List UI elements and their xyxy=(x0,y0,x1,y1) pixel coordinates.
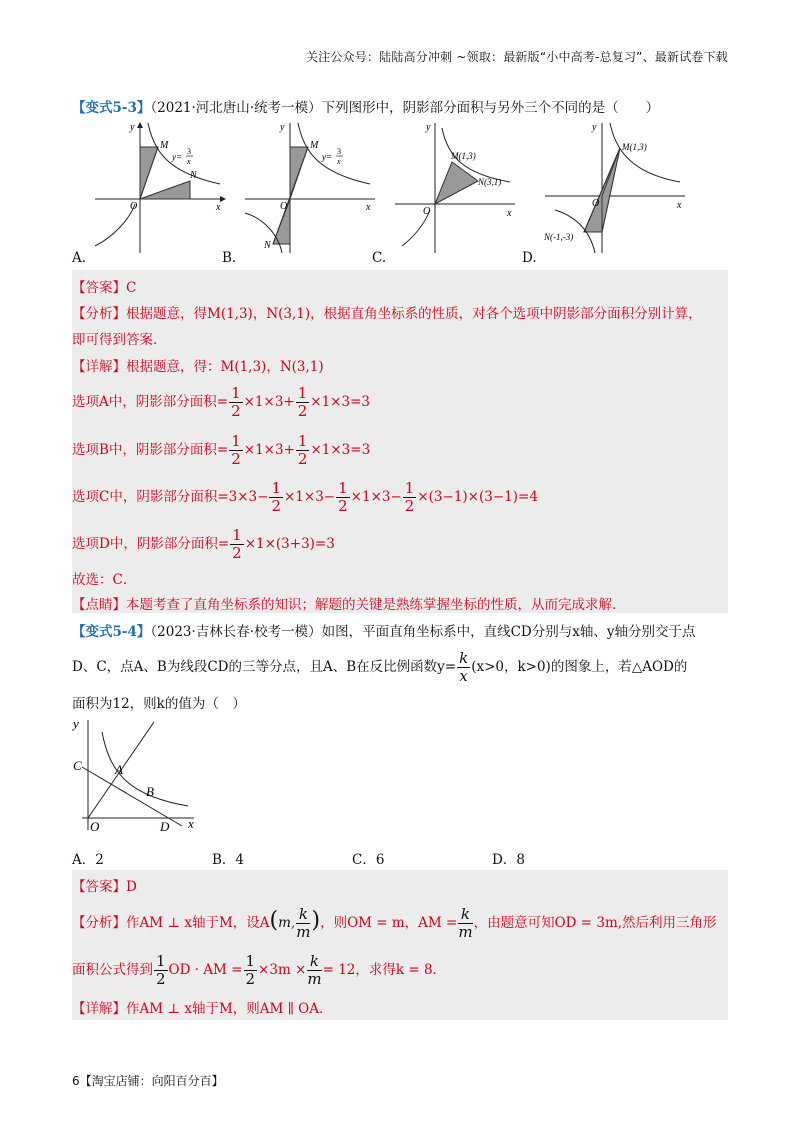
question-5-4-stem-3: 面积为12，则k的值为（ ） xyxy=(72,696,246,712)
svg-text:x: x xyxy=(366,202,371,213)
svg-text:x: x xyxy=(216,202,221,213)
svg-text:M: M xyxy=(160,140,169,151)
svg-text:y: y xyxy=(130,122,135,133)
svg-text:x: x xyxy=(507,208,512,219)
svg-text:O: O xyxy=(90,819,100,834)
analysis-5-3-line1 xyxy=(72,302,702,322)
figure-a xyxy=(90,118,230,258)
svg-text:O: O xyxy=(130,201,138,212)
svg-text:N: N xyxy=(264,240,271,251)
page-footer: 6【淘宝店铺：向阳百分百】 xyxy=(72,1074,224,1088)
option-5-4-d: D．8 xyxy=(492,852,525,868)
svg-text:x: x xyxy=(337,157,341,166)
option-5-4-b: B．4 xyxy=(212,852,245,868)
question-5-3-stem xyxy=(72,96,659,116)
svg-text:B: B xyxy=(146,784,154,799)
svg-text:O: O xyxy=(423,206,431,217)
option-b-calc: 选项B中，阴影部分面积= $\frac{1}{2}$ ×1×3+ $\frac{1}{2}$ ×1×3=3 xyxy=(72,432,371,468)
svg-text:M: M xyxy=(310,140,319,151)
svg-text:y: y xyxy=(280,122,285,133)
analysis-text: 根据题意，得M(1,3)，N(3,1)，根据直角坐标系的性质，对各个选项中阴影部分面积分别计算， xyxy=(126,306,702,322)
svg-text:A: A xyxy=(115,762,123,777)
detail-5-4: 【详解】作AM ⊥ x轴于M，则AM ∥ OA． xyxy=(72,1001,333,1017)
option-c-calc: 选项C中，阴影部分面积=3×3− $\frac{1}{2}$ ×1×3− $\frac{1}{2}$ ×1×3− $\frac{1}{2}$ ×(3−1)×(3−1)=4 xyxy=(72,479,538,515)
option-5-4-c: C．6 xyxy=(352,852,385,868)
label-m13: M(1,3) xyxy=(451,151,476,161)
svg-text:y: y xyxy=(73,716,79,731)
option-b-label: B. xyxy=(222,250,237,266)
option-c-label: C. xyxy=(372,250,387,266)
figure-d xyxy=(540,118,690,258)
svg-text:y=: y= xyxy=(172,152,183,162)
svg-text:y=: y= xyxy=(322,152,333,162)
detail-text: 根据题意，得：M(1,3)，N(3,1) xyxy=(126,359,324,375)
choice-5-3: 故选：C． xyxy=(72,572,137,588)
analysis-5-4-line1: 【分析】作AM ⊥ x轴于M，设A(m, $\frac{k}{m}$ )，则OM = m，AM = $\frac{k}{m}$ ，由题意可知OD = 3m,然后利用三角形 xyxy=(72,905,717,941)
svg-text:M(1,3): M(1,3) xyxy=(622,142,647,152)
label-n-neg: N(-1,-3) xyxy=(544,232,574,242)
option-5-4-a: A．2 xyxy=(72,852,104,868)
svg-text:y: y xyxy=(426,122,431,133)
svg-text:O: O xyxy=(592,198,600,209)
option-a-calc: 选项A中，阴影部分面积= $\frac{1}{2}$ ×1×3+ $\frac{1}{2}$ ×1×3=3 xyxy=(72,384,370,420)
label-n31: N(3,1) xyxy=(478,177,502,187)
svg-text:x: x xyxy=(677,200,682,211)
analysis-5-3-line2: 即可得到答案． xyxy=(72,332,167,348)
detail-5-3-line1 xyxy=(72,355,324,375)
page-header: 关注公众号：陆陆高分冲刺 ~领取：最新版“小中高考-总复习”、最新试卷下载 xyxy=(305,50,728,64)
detail-tag: 【详解】 xyxy=(72,359,126,375)
question-tag: 【变式5-3】 xyxy=(72,100,151,116)
answer-5-4: 【答案】D xyxy=(72,879,137,895)
svg-text:3: 3 xyxy=(187,147,191,156)
analysis-5-4-line2: 面积公式得到 $\frac{1}{2}$ OD · AM = $\frac{1}{2}$ ×3m × $\frac{k}{m}$ = 12，求得k = 8． xyxy=(72,952,447,988)
figure-b xyxy=(240,118,380,258)
option-a-label: A. xyxy=(72,250,87,266)
question-5-4-stem-2: D、C，点A、B为线段CD的三等分点，且A、B在反比例函数y= $\frac{k}{x}$ (x>0，k>0)的图象上，若△AOD的 xyxy=(72,649,688,685)
question-5-4-stem-1: 【变式5-4】（2023·吉林长春·校考一模）如图，平面直角坐标系中，直线CD分别与x轴、y轴分别交于点 xyxy=(72,624,696,640)
svg-text:O: O xyxy=(280,201,288,212)
figure-5-4 xyxy=(70,714,210,838)
svg-text:y: y xyxy=(592,122,597,133)
comment-5-3: 【点睛】本题考查了直角坐标系的知识；解题的关键是熟练掌握坐标的性质，从而完成求解． xyxy=(72,597,626,613)
svg-text:x: x xyxy=(188,816,194,831)
answer-5-3: 【答案】C xyxy=(72,280,137,296)
question-tag: 【变式5-4】 xyxy=(72,624,151,640)
svg-text:x: x xyxy=(187,157,191,166)
option-d-label: D. xyxy=(522,250,537,266)
svg-text:N: N xyxy=(190,170,197,181)
question-text: （2021·河北唐山·统考一模）下列图形中，阴影部分面积与另外三个不同的是（ ） xyxy=(150,100,660,116)
analysis-tag: 【分析】 xyxy=(72,306,126,322)
svg-text:C: C xyxy=(73,758,82,773)
option-d-calc: 选项D中，阴影部分面积= $\frac{1}{2}$ ×1×(3+3)=3 xyxy=(72,526,335,562)
figure-c xyxy=(390,118,520,258)
svg-text:D: D xyxy=(160,819,170,834)
svg-text:3: 3 xyxy=(337,147,341,156)
